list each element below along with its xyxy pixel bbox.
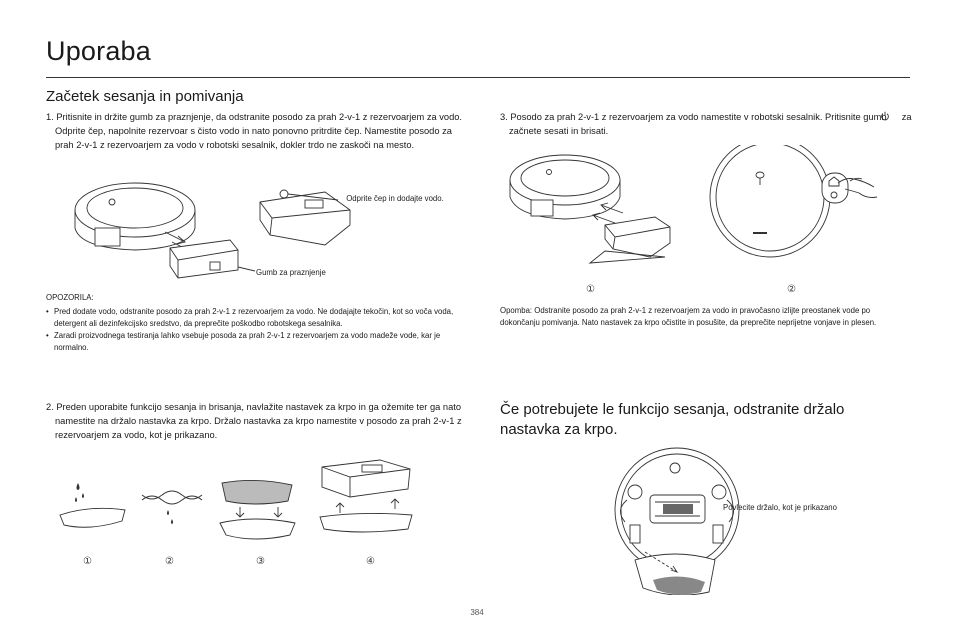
step-2-text: 2. Preden uporabite funkcijo sesanja in brisanja, navlažite nastavek za krpo in ga ožemite ter ga nato namestite na držalo nastavka za krpo. Držalo nastavka za krpo namestite v posodo za prah 2-v-1 z rezervoarjem za vodo, kot je prikazano. <box>46 402 462 440</box>
step-3-text-part1: 3. Posodo za prah 2-v-1 z rezervoarjem za vodo namestite v robotski sesalnik. Pritisnite gumb <box>500 112 887 122</box>
label-open-cap: Odprite čep in dodajte vodo. <box>346 194 444 203</box>
step3-marker: ② <box>787 284 796 295</box>
step2-marker: ③ <box>256 556 265 567</box>
label-pull-holder: Povlecite držalo, kot je prikazano <box>723 503 837 512</box>
label-empty-button: Gumb za praznjenje <box>256 268 326 277</box>
step3-marker: ① <box>586 284 595 295</box>
step-1-text: 1. Pritisnite in držite gumb za praznjenje, da odstranite posodo za prah 2-v-1 z rezervoarjem za vodo. Odprite čep, napolnite rezervoar s čisto vodo in nato ponovno pritrdite čep. Namestite posodo za prah 2-v-1 z rezervoarjem za vodo v robotski sesalnik, dokler trdo ne zaskoči na mesto. <box>46 112 462 150</box>
step2-marker: ② <box>165 556 174 567</box>
underside-illustration <box>605 440 755 595</box>
note-block <box>500 305 910 329</box>
water-drop-icon <box>77 483 80 490</box>
title-divider <box>46 77 910 78</box>
step-3-text <box>500 110 919 138</box>
page-number: 384 <box>470 608 484 617</box>
warning-item: • Zaradi proizvodnega testiranja lahko vsebuje posoda za prah 2-v-1 z rezervoarjem za vodo madeže vode, kar je normalno. <box>46 330 456 354</box>
warning-list <box>46 306 456 354</box>
section-title-vacuum-only: Če potrebujete le funkcijo sesanja, odstranite držalo nastavka za krpo. <box>500 401 845 438</box>
warning-item: • Pred dodate vodo, odstranite posodo za prah 2-v-1 z rezervoarjem za vodo. Ne dodajajte tekočin, kot so voča voda, detergent ali dezinfekcijsko sredstvo, da preprečite poškodbo robotskega sesalnika. <box>46 306 456 330</box>
power-icon <box>889 111 899 121</box>
step2-marker: ① <box>83 556 92 567</box>
note-text: Odstranite posodo za prah 2-v-1 z rezervoarjem za vodo in pravočasno izlijte preostanek vode po dokončanju pomivanja. Nato nastavek za krpo očistite in posušite, da preprečite neprijetne vonjave in plesen. <box>500 306 877 327</box>
step3-illustration <box>505 145 905 280</box>
section-title-vacuum-mop: Začetek sesanja in pomivanja <box>46 88 244 105</box>
step2-marker: ④ <box>366 556 375 567</box>
warning-title: OPOZORILA: <box>46 293 94 302</box>
step-3-text-part2: za začnete sesati in brisati. <box>509 112 912 136</box>
step2-illustration <box>50 455 430 555</box>
page-title: Uporaba <box>46 36 151 66</box>
note-label: Opomba: <box>500 306 533 315</box>
